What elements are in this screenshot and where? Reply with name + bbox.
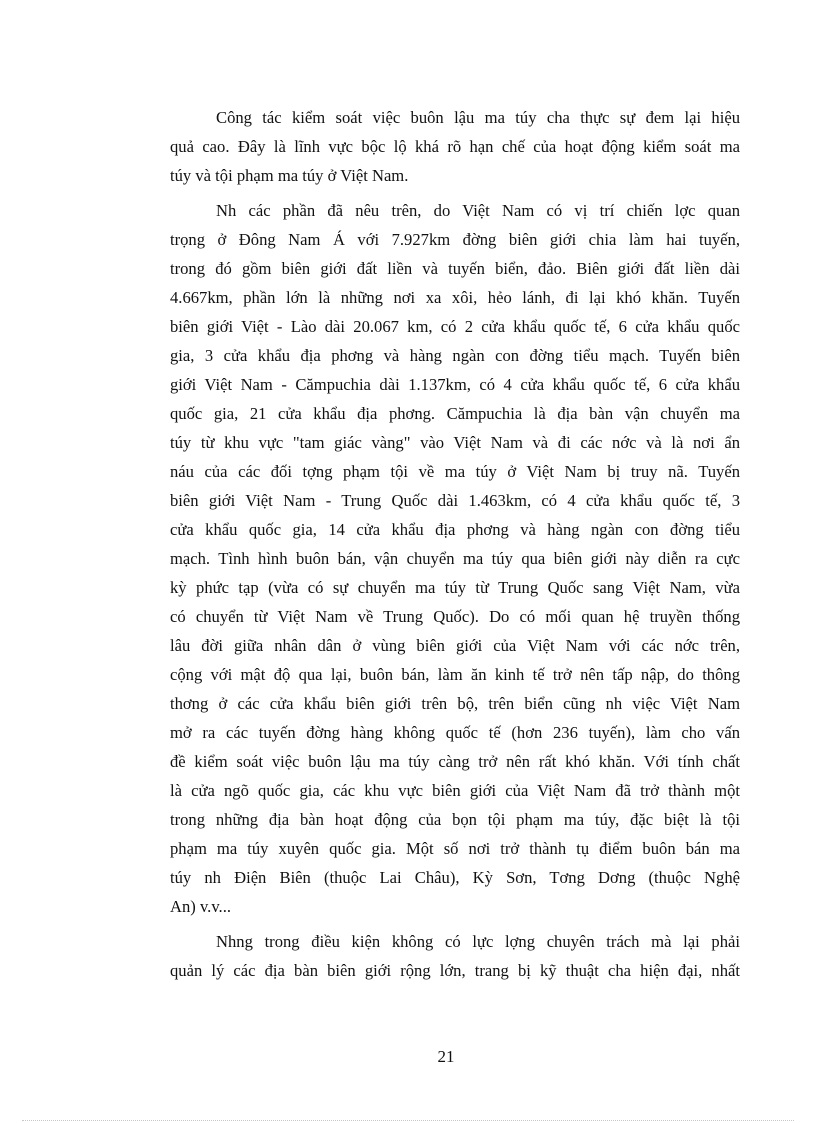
text-line: là cửa ngõ quốc gia, các khu vực biên giới của Việt Nam đã trở thành một xyxy=(170,781,740,800)
page-number: 21 xyxy=(437,1047,455,1066)
paragraph-2 xyxy=(170,196,740,921)
text-line: biên giới Việt Nam - Trung Quốc dài 1.463km, có 4 cửa khẩu quốc tế, 3 xyxy=(170,491,740,510)
page-bottom-divider xyxy=(22,1120,794,1121)
text-line: thơng ở các cửa khẩu biên giới trên bộ, trên biển cũng nh việc Việt Nam xyxy=(170,694,740,713)
text-line: Nhng trong điều kiện không có lực lợng chuyên trách mà lại phải xyxy=(216,932,740,951)
text-line: mạch. Tình hình buôn bán, vận chuyển ma túy qua biên giới này diễn ra cực xyxy=(170,549,740,568)
paragraph-1 xyxy=(170,103,740,190)
text-line: An) v.v... xyxy=(170,897,231,916)
text-line: quả cao. Đây là lĩnh vực bộc lộ khá rõ hạn chế của hoạt động kiểm soát ma xyxy=(170,137,740,156)
text-line: 4.667km, phần lớn là những nơi xa xôi, hẻo lánh, đi lại khó khăn. Tuyến xyxy=(170,288,740,307)
text-line: Công tác kiểm soát việc buôn lậu ma túy cha thực sự đem lại hiệu xyxy=(216,108,740,127)
text-line: biên giới Việt - Lào dài 20.067 km, có 2 cửa khẩu quốc tế, 6 cửa khẩu quốc xyxy=(170,317,740,336)
text-line: có chuyển từ Việt Nam về Trung Quốc). Do có mối quan hệ truyền thống xyxy=(170,607,740,626)
text-line: túy và tội phạm ma túy ở Việt Nam. xyxy=(170,166,409,185)
body-text xyxy=(170,103,740,991)
text-line: trong những địa bàn hoạt động của bọn tội phạm ma túy, đặc biệt là tội xyxy=(170,810,740,829)
text-line: đề kiểm soát việc buôn lậu ma túy càng trở nên rất khó khăn. Với tính chất xyxy=(170,752,740,771)
text-line: cửa khẩu quốc gia, 14 cửa khẩu địa phơng và hàng ngàn con đờng tiểu xyxy=(170,520,740,539)
text-line: túy nh Điện Biên (thuộc Lai Châu), Kỳ Sơn, Tơng Dơng (thuộc Nghệ xyxy=(170,868,740,887)
text-line: trọng ở Đông Nam Á với 7.927km đờng biên giới chia làm hai tuyến, xyxy=(170,230,740,249)
text-line: quốc gia, 21 cửa khẩu địa phơng. Cămpuchia là địa bàn vận chuyển ma xyxy=(170,404,740,423)
paragraph-3 xyxy=(170,927,740,985)
text-line: mở ra các tuyến đờng hàng không quốc tế (hơn 236 tuyến), làm cho vấn xyxy=(170,723,740,742)
text-line: quản lý các địa bàn biên giới rộng lớn, trang bị kỹ thuật cha hiện đại, nhất xyxy=(170,961,740,980)
text-line: túy từ khu vực "tam giác vàng" vào Việt Nam và đi các nớc và là nơi ẩn xyxy=(170,433,740,452)
text-line: trong đó gồm biên giới đất liền và tuyến biển, đảo. Biên giới đất liền dài xyxy=(170,259,740,278)
text-line: giới Việt Nam - Cămpuchia dài 1.137km, có 4 cửa khẩu quốc tế, 6 cửa khẩu xyxy=(170,375,740,394)
text-line: kỳ phức tạp (vừa có sự chuyển ma túy từ Trung Quốc sang Việt Nam, vừa xyxy=(170,578,740,597)
text-line: Nh các phần đã nêu trên, do Việt Nam có vị trí chiến lợc quan xyxy=(216,201,740,220)
text-line: gia, 3 cửa khẩu địa phơng và hàng ngàn con đờng tiểu mạch. Tuyến biên xyxy=(170,346,740,365)
text-line: náu của các đối tợng phạm tội về ma túy ở Việt Nam bị truy nã. Tuyến xyxy=(170,462,740,481)
text-line: lâu đời giữa nhân dân ở vùng biên giới của Việt Nam với các nớc trên, xyxy=(170,636,740,655)
text-line: cộng với mật độ qua lại, buôn bán, làm ăn kinh tế trở nên tấp nập, do thông xyxy=(170,665,740,684)
text-line: phạm ma túy xuyên quốc gia. Một số nơi trở thành tụ điểm buôn bán ma xyxy=(170,839,740,858)
